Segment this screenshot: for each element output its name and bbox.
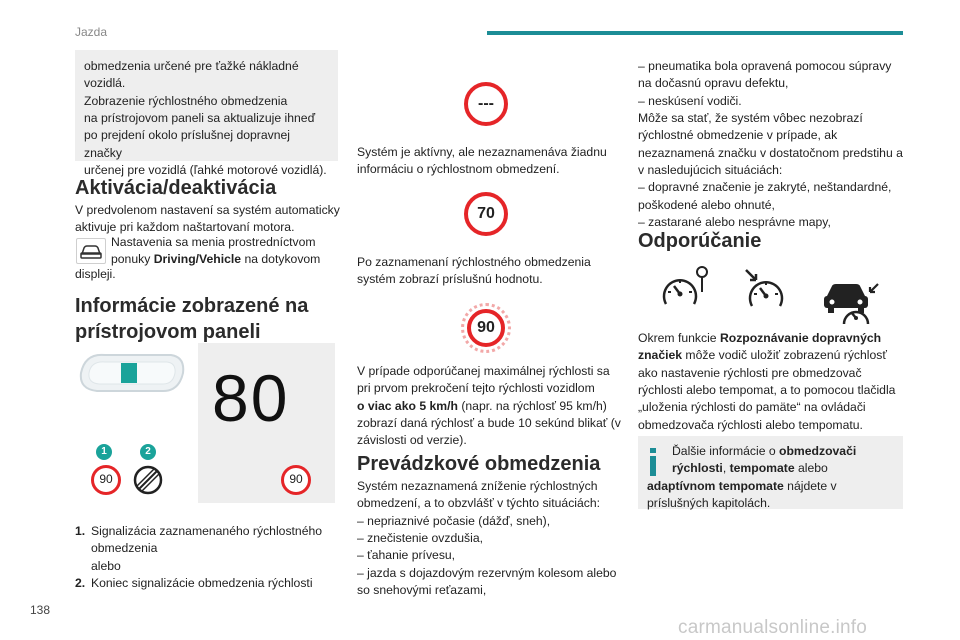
info-icon: [648, 448, 658, 481]
text-line: V predvolenom nastavení sa systém automaticky: [75, 203, 340, 217]
end-of-limit-sign: [133, 465, 163, 495]
text-line: obmedzenia určené pre ťažké nákladné: [84, 59, 299, 73]
text-line: aktivuje pri každom naštartovaní motora.: [75, 220, 295, 235]
speed-sign-no-data: ---: [464, 82, 508, 126]
speed-sign-flashing: [461, 303, 511, 353]
page-number: 138: [30, 603, 51, 617]
text-line: po prejdení okolo príslušnej dopravnej značky: [84, 128, 290, 160]
heading-activation: Aktivácia/deaktivácia: [75, 177, 277, 199]
text-line: ponuky Driving/Vehicle na dotykovom: [111, 252, 321, 267]
watermark: carmanualsonline.info: [678, 617, 868, 638]
text-line: na prístrojovom paneli sa aktualizuje ihneď: [84, 110, 316, 125]
section-title: Jazda: [75, 25, 108, 39]
text-line: vozidlá.: [84, 76, 126, 91]
callout-badge-1: 1: [96, 444, 112, 460]
heading-limitations: Prevádzkové obmedzenia: [357, 453, 601, 475]
text-line: Nastavenia sa menia prostredníctvom: [111, 235, 316, 249]
instrument-figure-left: [75, 343, 187, 503]
activation-text: [75, 202, 345, 237]
list-item: 2. Koniec signalizácie obmedzenia rýchlosti: [75, 575, 313, 590]
list-item: 1. Signalizácia zaznamenaného rýchlostného obmedzenia alebo: [75, 524, 323, 573]
cruise-control-icon: [742, 266, 788, 312]
heading-instrument-info: Informácie zobrazené na prístrojovom paneli: [75, 295, 309, 343]
current-speed: 80: [212, 361, 290, 435]
callout-badge-2: 2: [140, 444, 156, 460]
text-block: Systém nezaznamená zníženie rýchlostných obmedzení, a to obzvlášť v týchto situáciách: – nepriaznivé počasie (dážď, sneh), – znečistenie ovzdušia, – ťahanie prívesu, – jazda s dojazdovým rezervným kolesom alebo so snehovými reťazami,: [357, 479, 617, 597]
instrument-figure-right: [198, 343, 335, 503]
car-settings-icon: [76, 238, 106, 264]
speed-limit-sign: 90: [281, 465, 311, 495]
text-block: V prípade odporúčanej maximálnej rýchlosti sa pri prvom prekročení tejto rýchlosti vozidlom o viac ako 5 km/h (napr. na rýchlosť 95 km/h) zobrazí daná rýchlosť a bude 10 sekúnd blikať (v závislosti od verzie).: [357, 364, 621, 448]
text-line: displeji.: [75, 267, 116, 281]
text-block: Okrem funkcie Rozpoznávanie dopravných značiek môže vodič uložiť zobrazenú rýchlosť ako nastavenie rýchlosti pre obmedzovač rýchlosti alebo tempomat, a to pomocou tlačidla „uloženia rýchlosti do pamäte“ na ovládači obmedzovača rýchlosti alebo tempomatu.: [638, 331, 896, 432]
speed-limit-sign: 90: [91, 465, 121, 495]
text-block: – pneumatika bola opravená pomocou súpravy na dočasnú opravu defektu, – neskúsení vodiči. Môže sa stať, že systém vôbec nezobrazí rýchlostné obmedzenie v prípade, ak nezaznamená značku v dostatočnom predstihu a v nasledujúcich situáciách: – dopravné značenie je zakryté, neštandardné, poškodené alebo ohnuté, – zastarané alebo nesprávne mapy,: [638, 59, 903, 229]
info-box: Ďalšie informácie o obmedzovači rýchlosti, tempomate alebo adaptívnom tempomate nájdete v príslušných kapitolách.: [638, 436, 903, 509]
speed-sign-90: 90: [467, 309, 505, 347]
speed-sign-70: 70: [464, 192, 508, 236]
note-box: [75, 50, 338, 177]
text-block: Po zaznamenaní rýchlostného obmedzenia systém zobrazí príslušnú hodnotu.: [357, 255, 591, 287]
text-block: Systém je aktívny, ale nezaznamenáva žiadnu informáciu o rýchlostnom obmedzení.: [357, 145, 607, 177]
text-line: Zobrazenie rýchlostného obmedzenia: [84, 93, 288, 108]
heading-recommendation: Odporúčanie: [638, 230, 762, 252]
figure-legend: [75, 523, 345, 592]
settings-text: [111, 234, 351, 269]
text-line: určenej pre vozidlá (ľahké motorové vozidlá).: [84, 162, 327, 177]
speed-limiter-icon: [660, 264, 708, 312]
header-accent-bar: [487, 31, 903, 35]
adaptive-cruise-icon: [820, 280, 882, 324]
